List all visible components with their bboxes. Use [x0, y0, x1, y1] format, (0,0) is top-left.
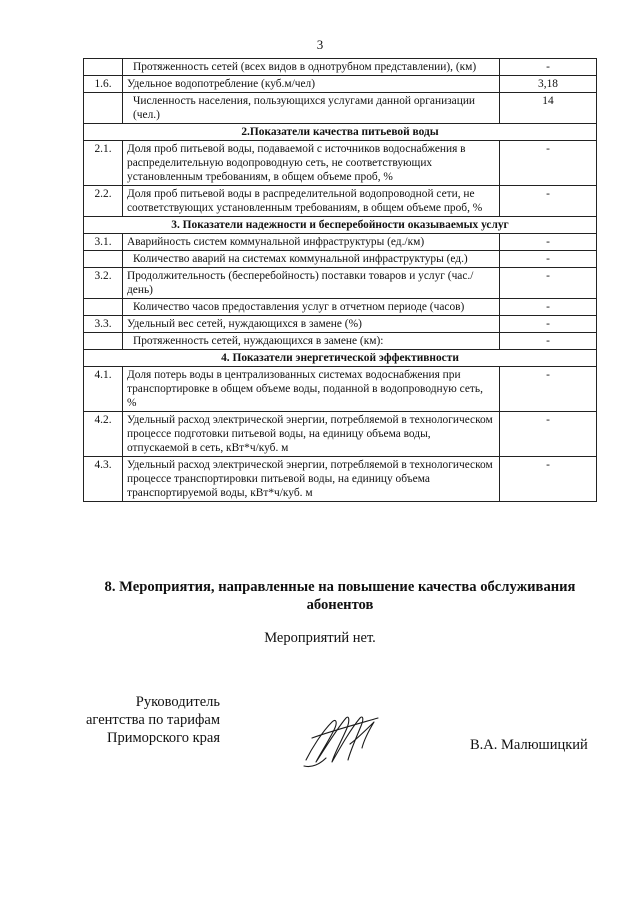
- item-number: [84, 299, 123, 316]
- indicator-value: -: [500, 141, 597, 186]
- indicator-value: -: [500, 186, 597, 217]
- item-number: 2.2.: [84, 186, 123, 217]
- section-title: 3. Показатели надежности и бесперебойности оказываемых услуг: [84, 217, 597, 234]
- indicator-description: Доля проб питьевой воды в распределительной водопроводной сети, не соответствующих установленным требованиям, в общем объеме проб, %: [123, 186, 500, 217]
- table-row: [84, 457, 597, 502]
- table-row: [84, 76, 597, 93]
- table-row: [84, 268, 597, 299]
- indicator-value: -: [500, 299, 597, 316]
- table-row: [84, 234, 597, 251]
- handwritten-signature: [302, 708, 388, 770]
- item-number: [84, 59, 123, 76]
- no-measures-text: Мероприятий нет.: [264, 630, 376, 646]
- indicator-value: -: [500, 316, 597, 333]
- indicator-description: Удельный расход электрической энергии, потребляемой в технологическом процессе транспортировки питьевой воды, на единицу объема транспортируемой воды, кВт*ч/куб. м: [123, 457, 500, 502]
- indicator-description: Количество аварий на системах коммунальной инфраструктуры (ед.): [123, 251, 500, 268]
- indicator-description: Численность населения, пользующихся услугами данной организации (чел.): [123, 93, 500, 124]
- item-number: [84, 251, 123, 268]
- indicator-value: 14: [500, 93, 597, 124]
- position-line-2: агентства по тарифам: [86, 712, 220, 728]
- table-row: [84, 251, 597, 268]
- position-line-3: Приморского края: [106, 730, 220, 746]
- indicator-description: Доля проб питьевой воды, подаваемой с источников водоснабжения в распределительную водопроводную сеть, не соответствующих установленным требованиям, в общем объеме проб, %: [123, 141, 500, 186]
- item-number: 4.1.: [84, 367, 123, 412]
- indicator-value: -: [500, 234, 597, 251]
- table-row: [84, 141, 597, 186]
- indicator-value: -: [500, 251, 597, 268]
- table-row: [84, 333, 597, 350]
- item-number: 3.1.: [84, 234, 123, 251]
- section-header-row: [84, 350, 597, 367]
- indicator-description: Аварийность систем коммунальной инфраструктуры (ед./км): [123, 234, 500, 251]
- indicator-description: Удельный расход электрической энергии, потребляемой в технологическом процессе подготовки питьевой воды, на единицу объема воды, отпускаемой в сеть, кВт*ч/куб. м: [123, 412, 500, 457]
- table-row: [84, 93, 597, 124]
- section-header-row: [84, 124, 597, 141]
- indicator-description: Продолжительность (бесперебойность) поставки товаров и услуг (час./день): [123, 268, 500, 299]
- table-row: [84, 316, 597, 333]
- indicator-description: Доля потерь воды в централизованных системах водоснабжения при транспортировке в общем объеме воды, поданной в водопроводную сеть, %: [123, 367, 500, 412]
- position-line-1: Руководитель: [135, 694, 220, 710]
- item-number: 1.6.: [84, 76, 123, 93]
- section-title: 2.Показатели качества питьевой воды: [84, 124, 597, 141]
- item-number: 3.3.: [84, 316, 123, 333]
- table-row: [84, 186, 597, 217]
- indicator-value: 3,18: [500, 76, 597, 93]
- indicator-description: Удельный вес сетей, нуждающихся в замене (%): [123, 316, 500, 333]
- indicator-description: Количество часов предоставления услуг в отчетном периоде (часов): [123, 299, 500, 316]
- table-row: [84, 367, 597, 412]
- indicator-value: -: [500, 367, 597, 412]
- indicator-value: -: [500, 412, 597, 457]
- indicator-description: Протяженность сетей (всех видов в однотрубном представлении), (км): [123, 59, 500, 76]
- item-number: [84, 333, 123, 350]
- item-number: 3.2.: [84, 268, 123, 299]
- item-number: 4.3.: [84, 457, 123, 502]
- table-row: [84, 299, 597, 316]
- section-header-row: [84, 217, 597, 234]
- item-number: 4.2.: [84, 412, 123, 457]
- signatory-position: [80, 693, 220, 747]
- signatory-name: В.А. Малюшицкий: [470, 737, 588, 753]
- indicator-description: Протяженность сетей, нуждающихся в замене (км):: [123, 333, 500, 350]
- page-number: 3: [316, 37, 324, 52]
- item-number: [84, 93, 123, 124]
- indicators-table: [83, 58, 597, 502]
- indicator-value: -: [500, 59, 597, 76]
- table-row: [84, 59, 597, 76]
- table-row: [84, 412, 597, 457]
- indicator-value: -: [500, 457, 597, 502]
- indicator-value: -: [500, 333, 597, 350]
- section-title: 4. Показатели энергетической эффективности: [84, 350, 597, 367]
- item-number: 2.1.: [84, 141, 123, 186]
- indicator-description: Удельное водопотребление (куб.м/чел): [123, 76, 500, 93]
- indicator-value: -: [500, 268, 597, 299]
- section-8-title: 8. Мероприятия, направленные на повышение качества обслуживания абонентов: [104, 579, 576, 613]
